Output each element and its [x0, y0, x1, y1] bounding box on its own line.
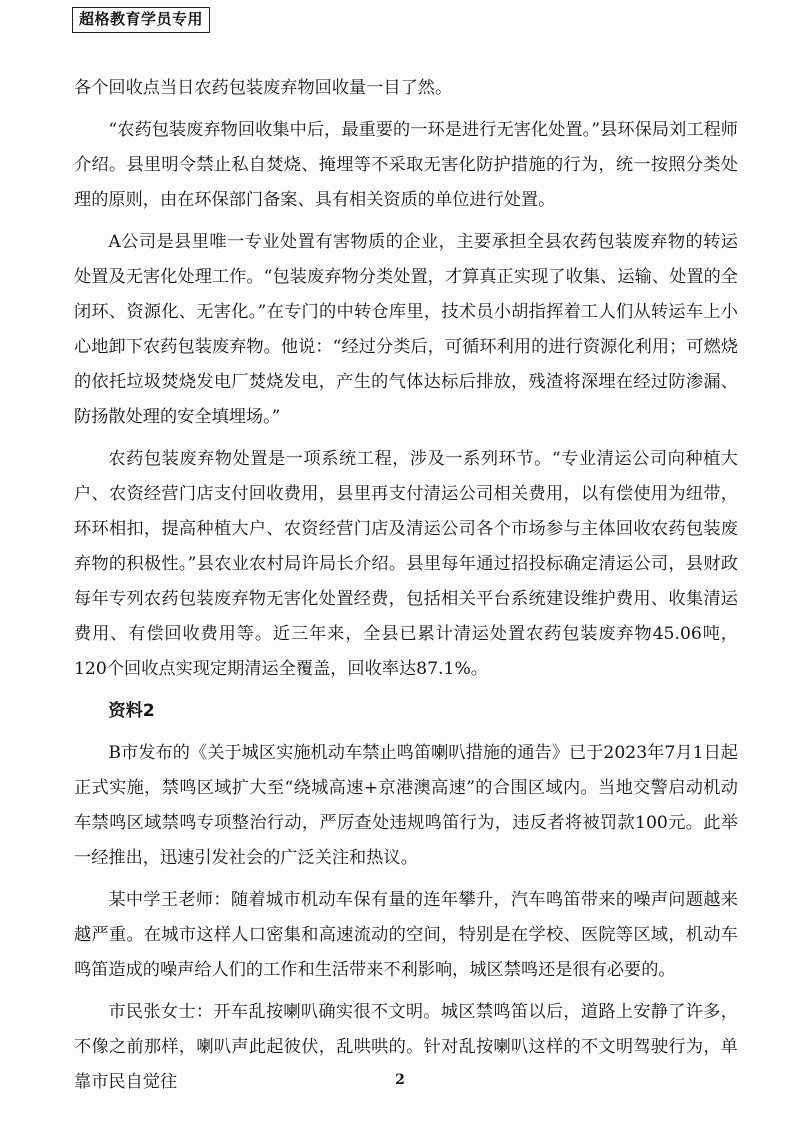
document-body	[74, 71, 738, 1100]
section-heading: 资料2	[108, 701, 155, 721]
page-number: 2	[395, 1072, 405, 1088]
paragraph: B市发布的《关于城区实施机动车禁止鸣笛喇叭措施的通告》已于2023年7月1日起正式实施，禁鸣区域扩大至“绕城高速+京港澳高速”的合围区域内。当地交警启动机动车禁鸣区域禁鸣专项整治行动，严厉查处违规鸣笛行为，违反者将被罚款100元。此举一经推出，迅速引发社会的广泛关注和热议。	[74, 743, 738, 868]
paragraph: 各个回收点当日农药包装废弃物回收量一目了然。	[74, 78, 453, 98]
paragraph: “农药包装废弃物回收集中后，最重要的一环是进行无害化处置。”县环保局刘工程师介绍。县里明令禁止私自焚烧、掩埋等不采取无害化防护措施的行为，统一按照分类处理的原则，由在环保部门备案、具有相关资质的单位进行处置。	[74, 120, 738, 210]
paragraph: 农药包装废弃物处置是一项系统工程，涉及一系列环节。“专业清运公司向种植大户、农资经营门店支付回收费用，县里再支付清运公司相关费用，以有偿使用为纽带，环环相扣，提高种植大户、农资经营门店及清运公司各个市场参与主体回收农药包装废弃物的积极性。”县农业农村局许局长介绍。县里每年通过招投标确定清运公司，县财政每年专列农药包装废弃物无害化处置经费，包括相关平台系统建设维护费用、收集清运费用、有偿回收费用等。近三年来，全县已累计清运处置农药包装废弃物45.06吨，120个回收点实现定期清运全覆盖，回收率达87.1%。	[74, 449, 738, 679]
paragraph: 市民张女士：开车乱按喇叭确实很不文明。城区禁鸣笛以后，道路上安静了许多，不像之前那样，喇叭声此起彼伏，乱哄哄的。针对乱按喇叭这样的不文明驾驶行为，单靠市民自觉往	[74, 1002, 738, 1092]
paragraph: 某中学王老师：随着城市机动车保有量的连年攀升，汽车鸣笛带来的噪声问题越来越严重。在城市这样人口密集和高速流动的空间，特别是在学校、医院等区域，机动车鸣笛造成的噪声给人们的工作和生活带来不利影响，城区禁鸣还是很有必要的。	[74, 890, 738, 980]
watermark-stamp: 超格教育学员专用	[72, 7, 210, 33]
paragraph: A公司是县里唯一专业处置有害物质的企业，主要承担全县农药包装废弃物的转运处置及无害化处理工作。“包装废弃物分类处置，才算真正实现了收集、运输、处置的全闭环、资源化、无害化。”在专门的中转仓库里，技术员小胡指挥着工人们从转运车上小心地卸下农药包装废弃物。他说：“经过分类后，可循环利用的进行资源化利用；可燃烧的依托垃圾焚烧发电厂焚烧发电，产生的气体达标后排放，残渣将深埋在经过防渗漏、防扬散处理的安全填埋场。”	[74, 232, 738, 427]
